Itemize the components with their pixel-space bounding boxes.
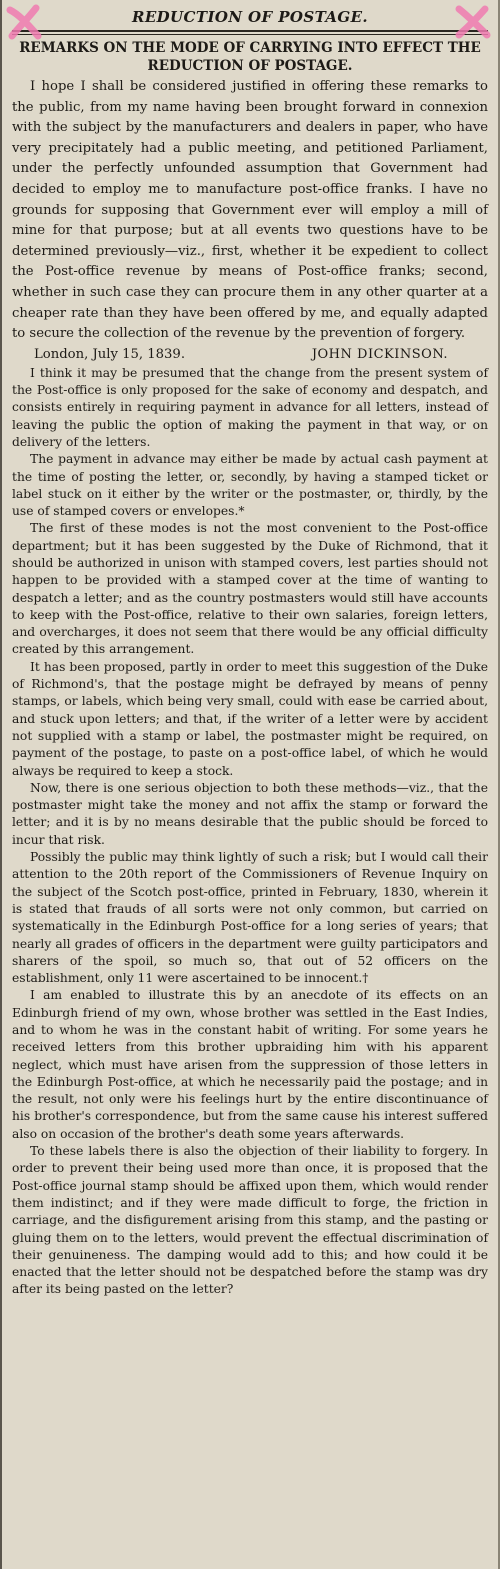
article-paragraph: Now, there is one serious objection to both these methods—viz., that the postmaster might take the money and not affix the stamp or forward the letter; and it is by no means desirable that the public should be forced to incur that risk.: [12, 780, 488, 847]
letter-paragraph: I hope I shall be considered justified in offering these remarks to the public, from my name having been brought forward in connexion with the subject by the manufacturers and dealers in paper, who have very precipitately had a public meeting, and petitioned Parliament, under the perfectly unfounded assumption that Government had decided to employ me to manufacture post-office franks. I have no grounds for supposing that Government ever will employ a mill of mine for that purpose; but at all events two questions have to be determined previously—viz., first, whether it be expedient to collect the Post-office revenue by means of Post-office franks; second, whether in such case they can procure them in any other quarter at a cheaper rate than they have been offered by me, and equally adapted to secure the collection of the revenue by the prevention of forgery.: [12, 79, 488, 342]
article-paragraph: I think it may be presumed that the change from the present system of the Post-office is only proposed for the sake of economy and despatch, and consists entirely in requiring payment in advance for all letters, instead of leaving the public the option of making the payment in that way, or on delivery of the letters.: [12, 365, 488, 449]
article-paragraph: To these labels there is also the objection of their liability to forgery. In order to prevent their being used more than once, it is proposed that the Post-office journal stamp should be affixed upon them, which would render them indistinct; and if they were made difficult to forge, the friction in carriage, and the disfigurement arising from this stamp, and the pasting or gluing them on to the letters, would prevent the effectual discrimination of their genuineness. The damping would add to this; and how could it be enacted that the letter should not be despatched before the stamp was dry after its being pasted on the letter?: [12, 1144, 488, 1297]
letter-body: [12, 77, 488, 345]
letter-signature: [12, 345, 488, 365]
article-paragraph: The first of these modes is not the most convenient to the Post-office department; but it has been suggested by the Duke of Richmond, that it should be authorized in unison with stamped covers, lest parties should not happen to be provided with a stamped cover at the time of wanting to despatch a letter; and as the country postmasters would still have accounts to keep with the Post-office, relative to their own salaries, foreign letters, and overcharges, it does not seem that there would be any official difficulty created by this arrangement.: [12, 521, 488, 657]
pink-cross-mark-icon: [454, 4, 492, 40]
header-rule: [12, 30, 488, 35]
article-paragraph: I am enabled to illustrate this by an anecdote of its effects on an Edinburgh friend of my own, whose brother was settled in the East Indies, and to whom he was in the constant habit of writing. For some years he received letters from this brother upbraiding him with his apparent neglect, which must have arisen from the suppression of those letters in the Edinburgh Post-office, at which he necessarily paid the postage; and in the result, not only were his feelings hurt by the entire discontinuance of his brother's correspondence, but from the same cause his interest suffered also on occasion of the brother's death some years afterwards.: [12, 988, 488, 1141]
article-body: [12, 365, 488, 1299]
pink-cross-mark-icon: [6, 4, 44, 40]
article-paragraph: Possibly the public may think lightly of such a risk; but I would call their attention to the 20th report of the Commissioners of Revenue Inquiry on the subject of the Scotch post-office, printed in February, 1830, wherein it is stated that frauds of all sorts were not only common, but carried on systematically in the Edinburgh Post-office for a long series of years; that nearly all grades of officers in the department were guilty participators and sharers of the spoil, so much so, that out of 52 officers on the establishment, only 11 were ascertained to be innocent.†: [12, 850, 488, 986]
article-paragraph: The payment in advance may either be made by actual cash payment at the time of posting the letter, or, secondly, by having a stamped ticket or label stuck on it either by the writer or the postmaster, or, thirdly, by the use of stamped covers or envelopes.*: [12, 452, 488, 519]
article-heading: REMARKS ON THE MODE OF CARRYING INTO EFFECT THE REDUCTION OF POSTAGE.: [19, 40, 481, 74]
running-head: REDUCTION OF POSTAGE.: [131, 8, 369, 26]
signature-name: JOHN DICKINSON.: [311, 346, 448, 362]
signature-place-date: London, July 15, 1839.: [34, 346, 186, 362]
article-paragraph: It has been proposed, partly in order to meet this suggestion of the Duke of Richmond's, that the postage might be defrayed by means of penny stamps, or labels, which being very small, could with ease be carried about, and stuck upon letters; and that, if the writer of a letter were by accident not supplied with a stamp or label, the postmaster might be required, on payment of the postage, to paste on a post-office label, of which he would always be required to keep a stock.: [12, 659, 488, 778]
